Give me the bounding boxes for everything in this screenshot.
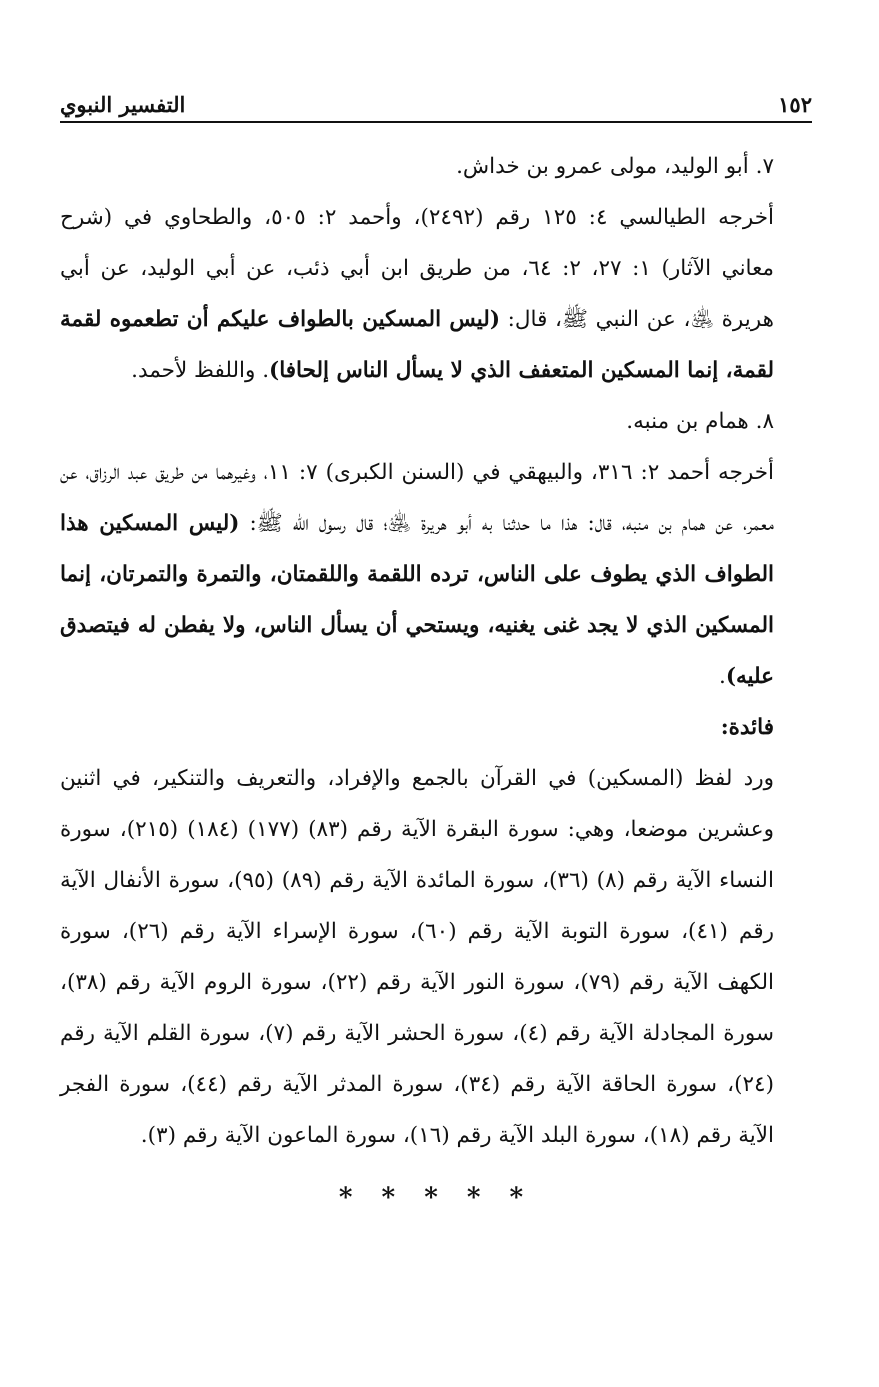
page-number: ١٥٢ (778, 92, 812, 117)
benefit-text: ورد لفظ (المسكين) في القرآن بالجمع والإفراد، والتعريف والتنكير، في اثنين وعشرين موضعا، وهي: سورة البقرة الآية رقم (٨٣) (١٧٧) (١٨٤) (٢١٥)، سورة النساء الآية رقم (٨) (٣٦)، سورة المائدة الآية رقم (٨٩) (٩٥)، سورة الأنفال الآية رقم (٤١)، سورة التوبة الآية رقم (٦٠)، سورة الإسراء الآية رقم (٢٦)، سورة الكهف الآية رقم (٧٩)، سورة النور الآية رقم (٢٢)، سورة الروم الآية رقم (٣٨)، سورة المجادلة الآية رقم (٤)، سورة الحشر الآية رقم (٧)، سورة القلم الآية رقم (٢٤)، سورة الحاقة الآية رقم (٣٤)، سورة المدثر الآية رقم (٤٤)، سورة الفجر الآية رقم (١٨)، سورة البلد الآية رقم (١٦)، سورة الماعون الآية رقم (٣). (60, 766, 774, 1148)
narrator-7: ٧. أبو الوليد، مولى عمرو بن خداش. (456, 154, 774, 179)
book-title: التفسير النبوي (60, 92, 186, 117)
source-8-end: . (719, 664, 726, 689)
narrator-8: ٨. همام بن منبه. (626, 409, 774, 434)
page-body (60, 141, 812, 1161)
source-7-end: . واللفظ لأحمد. (131, 358, 270, 383)
running-head (60, 92, 812, 123)
benefit-heading: فائدة: (720, 715, 774, 740)
source-7: أخرجه الطيالسي ٤: ١٢٥ رقم (٢٤٩٢)، وأحمد ٢: ٥٠٥، والطحاوي في (شرح معاني الآثار) ١: ٢٧، ٢: ٦٤، من طريق ابن أبي ذئب، عن أبي الوليد، عن أبي هريرة ﵁، عن النبي ﷺ، قال: (60, 205, 775, 332)
book-page (60, 92, 812, 1213)
source-8: أخرجه أحمد ٢: ٣١٦، والبيهقي في (السنن الكبرى) ٧: ١١، وغيرهما من طريق عبد الرزاق، عن معمر، عن همام بن منبه، قال: هذا ما حدثنا به أبو هريرة ﵁؛ قال رسول الله ﷺ: (60, 460, 774, 536)
section-ornament: * * * * * (338, 1183, 534, 1213)
hadith-8: (ليس المسكين هذا الطواف الذي يطوف على الناس، ترده اللقمة واللقمتان، والتمرة والتمرتان، إنما المسكين الذي لا يجد غنى يغنيه، ويستحي أن يسأل الناس، ولا يفطن له فيتصدق عليه) (60, 511, 774, 689)
paragraph-7 (60, 192, 812, 396)
paragraph-8 (60, 447, 812, 702)
hadith-7: (ليس المسكين بالطواف عليكم أن تطعموه لقمة لقمة، إنما المسكين المتعفف الذي لا يسأل الناس إلحافا) (60, 307, 774, 383)
